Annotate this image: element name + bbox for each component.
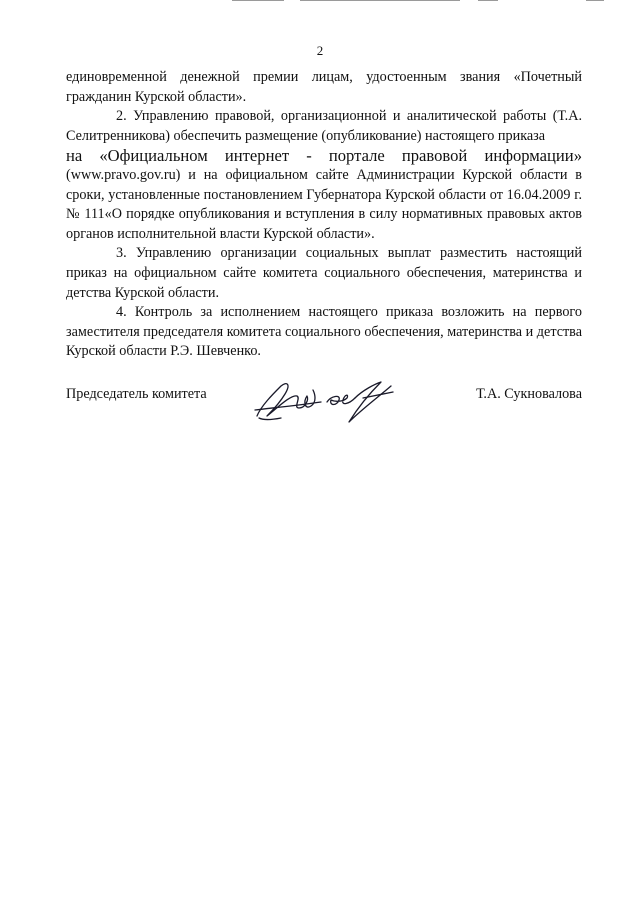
- page-number: 2: [316, 43, 324, 58]
- paragraph-3: 3. Управлению организации социальных выплат разместить настоящий приказ на официальном сайте комитета социального обеспечения, материнства и детства Курской области.: [66, 245, 582, 301]
- paragraph-2-end: (www.pravo.gov.ru) и на официальном сайте Администрации Курской области в сроки, установленные постановлением Губернатора Курской области от 16.04.2009 г. № 111«О порядке опубликования и вступления в силу нормативных правовых актов органов исполнительной власти Курской области».: [66, 166, 582, 242]
- handwritten-signature: [251, 372, 421, 432]
- paragraph-2-portal-line: на «Официальном интернет - портале правовой информации»: [66, 146, 582, 166]
- paragraph-1: единовременной денежной премии лицам, удостоенным звания «Почетный гражданин Курской области».: [66, 69, 582, 105]
- paragraph-4: 4. Контроль за исполнением настоящего приказа возложить на первого заместителя председателя комитета социального обеспечения, материнства и детства Курской области Р.Э. Шевченко.: [66, 304, 582, 360]
- document-body: [66, 68, 582, 362]
- signature-block: [66, 372, 582, 432]
- scan-edge-marks: [0, 0, 640, 3]
- signatory-name: Т.А. Сукновалова: [476, 386, 582, 402]
- signatory-position: Председатель комитета: [66, 386, 207, 402]
- paragraph-2-start: 2. Управлению правовой, организационной и аналитической работы (Т.А. Селитренникова) обеспечить размещение (опубликование) настоящего приказа: [66, 108, 582, 144]
